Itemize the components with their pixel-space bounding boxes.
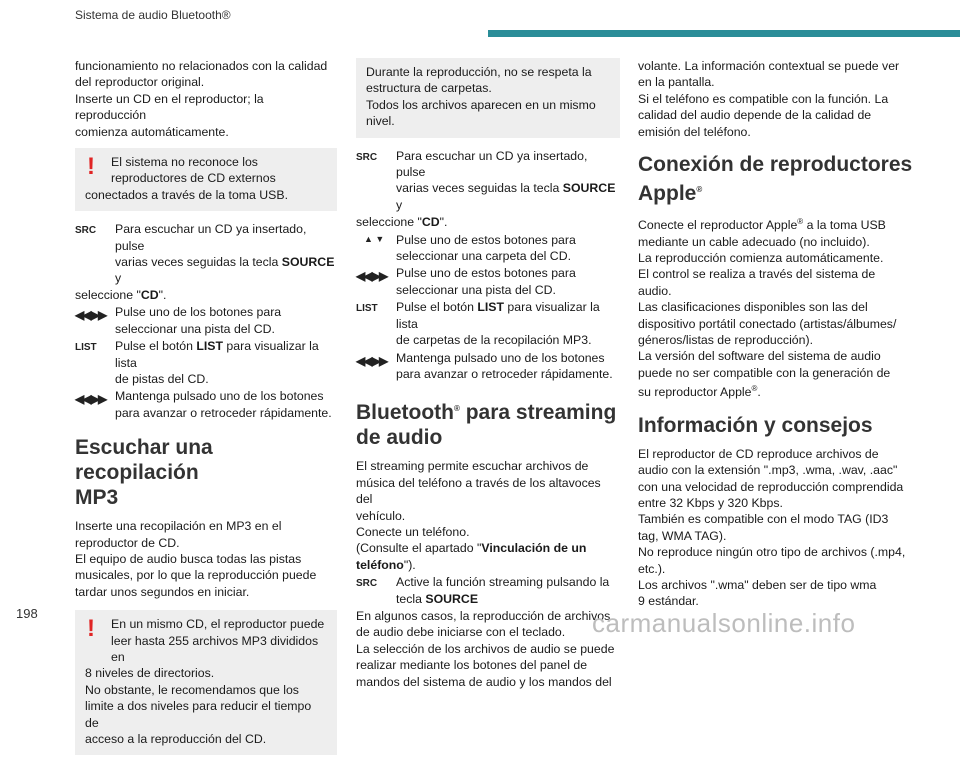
text-line: reproductor de CD. (75, 535, 180, 550)
section-heading: Escuchar una recopilación MP3 (75, 436, 213, 510)
warning-note (75, 610, 337, 755)
text-line: estructura de carpetas. (366, 81, 492, 96)
text-line: con una velocidad de reproducción comprendida (638, 479, 904, 494)
text-line: varias veces seguidas la tecla SOURCE y (115, 255, 335, 286)
text-line: tecla SOURCE (396, 591, 479, 606)
text-line: comienza automáticamente. (75, 124, 229, 139)
text-line: audio. (638, 283, 672, 298)
text-line: 9 estándar. (638, 594, 699, 609)
text-line: seleccionar una pista del CD. (396, 282, 556, 297)
text-line: seleccionar una pista del CD. (115, 321, 275, 336)
text-line: Inserte una recopilación en MP3 en el (75, 519, 282, 534)
warning-note (75, 148, 337, 211)
text-line: emisión del teléfono. (638, 124, 751, 139)
text-line: Durante la reproducción, no se respeta la (366, 65, 592, 79)
instruction-row (75, 221, 337, 287)
text-line: dispositivo portátil conectado (artistas/álbumes/ (638, 316, 897, 331)
source-button-icon: SRC (75, 225, 97, 237)
list-button-icon: LIST (356, 303, 378, 315)
text-line: El equipo de audio busca todas las pistas (75, 551, 302, 566)
instruction-row (356, 350, 620, 383)
text-line: Los archivos ".wma" deben ser de tipo wma (638, 577, 877, 592)
instruction-row (75, 304, 337, 337)
section-heading: Información y consejos (638, 413, 873, 437)
text-line: Active la función streaming pulsando la (396, 575, 610, 590)
column-2 (356, 58, 620, 690)
text-line: de carpetas de la recopilación MP3. (396, 333, 592, 348)
text-line: acceso a la reproducción del CD. (85, 732, 267, 746)
text-line: Pulse uno de estos botones para (396, 266, 576, 281)
watermark: carmanualsonline.info (592, 608, 856, 638)
text-line: seleccione "CD". (356, 215, 448, 230)
text-line: Pulse el botón LIST para visualizar la lista (396, 300, 600, 331)
text-line: El sistema no reconoce los (111, 155, 258, 170)
text-line: teléfono"). (356, 557, 416, 572)
instruction-row (75, 388, 337, 421)
text-line: Mantenga pulsado uno de los botones (396, 350, 605, 365)
text-line: Para escuchar un CD ya insertado, pulse (115, 222, 307, 253)
text-line: Conecte un teléfono. (356, 524, 470, 539)
text-line: géneros/listas de reproducción). (638, 332, 813, 347)
text-line: La versión del software del sistema de audio (638, 349, 881, 364)
text-line: funcionamiento no relacionados con la calidad (75, 59, 328, 73)
text-line: tag, WMA TAG). (638, 528, 727, 543)
text-line: en la pantalla. (638, 75, 715, 90)
up-down-arrows-icon: ▲ ▼ (364, 233, 385, 244)
instruction-row (356, 232, 620, 265)
text-line: Las clasificaciones disponibles son las del (638, 300, 868, 315)
text-line: Pulse el botón LIST para visualizar la lista (115, 339, 319, 370)
text-line: varias veces seguidas la tecla SOURCE y (396, 181, 616, 212)
instruction-row (356, 148, 620, 214)
text-line: La reproducción comienza automáticamente. (638, 250, 884, 265)
text-line: musicales, por lo que la reproducción puede (75, 568, 317, 583)
instruction-row (356, 299, 620, 348)
column-3 (638, 58, 920, 610)
text-line: etc.). (638, 561, 666, 576)
text-line: leer hasta 255 archivos MP3 divididos en (111, 633, 319, 664)
text-line: (Consulte el apartado "Vinculación de un (356, 541, 587, 556)
text-line: 8 niveles de directorios. (85, 666, 215, 681)
source-button-icon: SRC (356, 151, 378, 163)
text-line: Si el teléfono es compatible con la función. La (638, 91, 889, 106)
text-line: En un mismo CD, el reproductor puede (111, 617, 325, 632)
text-line: Pulse uno de los botones para (115, 305, 282, 320)
page-number: 198 (16, 606, 38, 621)
seek-arrows-icon: ◀◀ ▶▶ (356, 353, 387, 368)
header-accent-bar (488, 30, 960, 37)
text-line: reproductores de CD externos (111, 171, 276, 186)
info-note (356, 58, 620, 138)
text-line: También es compatible con el modo TAG (ID3 (638, 512, 889, 527)
section-title: Sistema de audio Bluetooth® (75, 8, 231, 22)
text-line: limite a dos niveles para reducir el tiempo de (85, 699, 312, 730)
text-line: Inserte un CD en el reproductor; la reproducción (75, 91, 264, 123)
instruction-row (75, 338, 337, 387)
text-line: del reproductor original. (75, 75, 205, 90)
text-line: nivel. (366, 114, 395, 129)
text-line: entre 32 Kbps y 320 Kbps. (638, 495, 783, 510)
text-line: volante. La información contextual se puede ver (638, 59, 900, 73)
text-line: audio con la extensión ".mp3, .wma, .wav, .aac" (638, 463, 898, 478)
source-button-icon: SRC (356, 578, 378, 590)
section-heading: Bluetooth® para streaming de audio (356, 401, 617, 450)
text-line: Todos los archivos aparecen en un mismo (366, 97, 596, 112)
text-line: realizar mediante los botones del panel de (356, 658, 588, 673)
warning-icon: ! (87, 615, 95, 643)
text-line: música del teléfono a través de los altavoces del (356, 475, 601, 507)
text-line: La selección de los archivos de audio se puede (356, 641, 615, 656)
seek-arrows-icon: ◀◀ ▶▶ (356, 269, 387, 284)
text-line: de audio debe iniciarse con el teclado. (356, 625, 566, 640)
text-line: su reproductor Apple®. (638, 384, 761, 400)
instruction-row (356, 574, 620, 607)
text-line: El streaming permite escuchar archivos de (356, 459, 589, 474)
section-heading: Conexión de reproductores Apple® (638, 153, 913, 206)
text-line: En algunos casos, la reproducción de archivos (356, 608, 611, 623)
text-line: para avanzar o retroceder rápidamente. (115, 405, 332, 420)
text-line: calidad del audio depende de la calidad de (638, 108, 872, 123)
seek-arrows-icon: ◀◀ ▶▶ (75, 392, 106, 407)
text-line: seleccione "CD". (75, 287, 167, 302)
text-line: tardar unos segundos en iniciar. (75, 584, 250, 599)
text-line: vehículo. (356, 508, 406, 523)
text-line: para avanzar o retroceder rápidamente. (396, 366, 613, 381)
list-button-icon: LIST (75, 342, 97, 354)
seek-arrows-icon: ◀◀ ▶▶ (75, 308, 106, 323)
text-line: conectados a través de la toma USB. (85, 187, 289, 202)
text-line: El reproductor de CD reproduce archivos de (638, 446, 879, 461)
text-line: El control se realiza a través del sistema de (638, 267, 876, 282)
text-line: mediante un cable adecuado (no incluido). (638, 234, 870, 249)
text-line: de pistas del CD. (115, 371, 209, 386)
text-line: puede no ser compatible con la generación de (638, 365, 891, 380)
text-line: No obstante, le recomendamos que los (85, 682, 299, 697)
text-line: Pulse uno de estos botones para (396, 232, 576, 247)
text-line: seleccionar una carpeta del CD. (396, 249, 571, 264)
text-line: No reproduce ningún otro tipo de archivos (.mp4, (638, 545, 906, 560)
instruction-row (356, 265, 620, 298)
text-line: mandos del sistema de audio y los mandos del (356, 674, 612, 689)
text-line: Para escuchar un CD ya insertado, pulse (396, 148, 588, 180)
warning-icon: ! (87, 153, 95, 181)
text-line: Conecte el reproductor Apple® a la toma USB (638, 217, 886, 233)
column-1 (75, 58, 337, 763)
text-line: Mantenga pulsado uno de los botones (115, 389, 324, 404)
